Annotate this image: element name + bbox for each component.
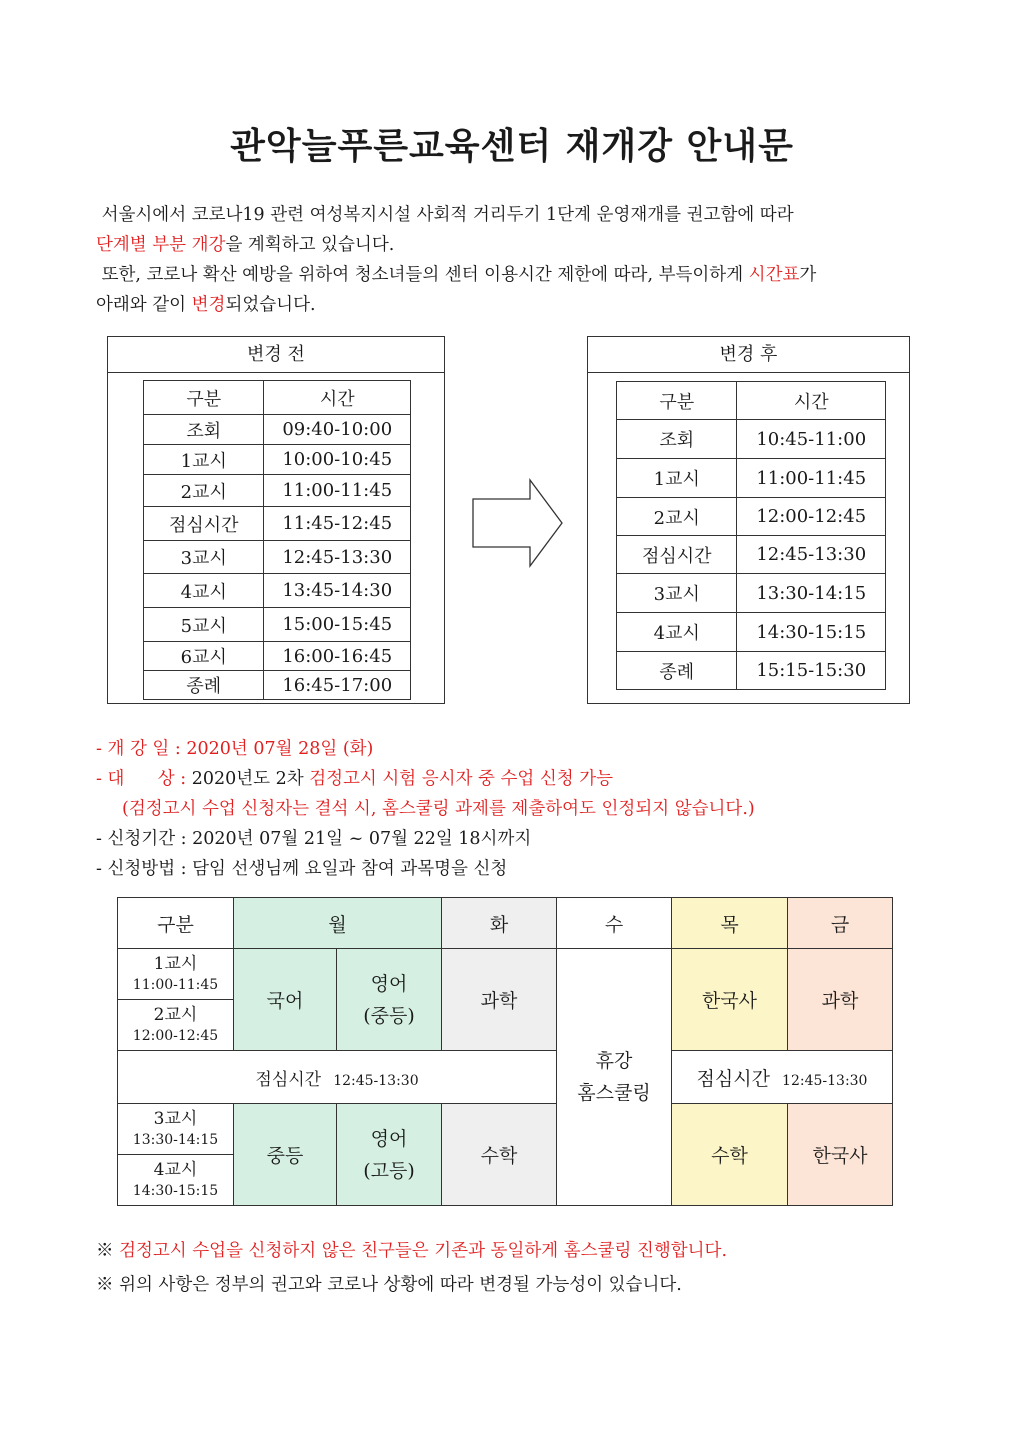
time-cell: 14:30-15:15 [737,613,886,652]
time-cell: 13:30-14:15 [737,574,886,613]
monday-am-korean: 국어 [234,949,337,1051]
target-value: 2020년도 2차 [191,769,310,789]
period-1-cell [118,949,234,1000]
time-cell: 10:45-11:00 [737,420,886,459]
before-timetable [143,380,411,700]
time-cell: 12:45-13:30 [737,536,886,574]
header-time: 시간 [264,381,411,415]
header-category: 구분 [118,898,234,949]
period-cell: 4교시 [617,613,737,652]
thursday-pm-math: 수학 [672,1104,788,1206]
intro-highlight-partial-open: 단계별 부분 개강 [96,235,226,255]
time-cell: 12:45-13:30 [264,541,411,574]
period-cell: 종례 [144,671,264,700]
time-cell: 15:15-15:30 [737,652,886,690]
course-info [96,734,755,884]
table-row [617,459,886,498]
tuesday-am-science: 과학 [442,949,557,1051]
time-cell: 16:45-17:00 [264,671,411,700]
intro-line-4b: 되었습니다. [225,295,316,315]
target-label: - 대 상 : [96,769,192,789]
before-panel [107,336,445,704]
table-row [144,445,411,475]
period-cell: 종례 [617,652,737,690]
period-cell: 3교시 [144,541,264,574]
header-category: 구분 [144,381,264,415]
intro-highlight-changed: 변경 [191,295,226,315]
lunch-time: 12:45-13:30 [333,1072,419,1089]
table-row [617,498,886,536]
intro-line-1: 서울시에서 코로나19 관련 여성복지시설 사회적 거리두기 1단계 운영재개를 권고함에 따라 [101,205,794,225]
monday-am-english [337,949,442,1051]
apply-method: - 신청방법 : 담임 선생님께 요일과 참여 과목명을 신청 [96,859,508,879]
subject-level: (고등) [363,1159,415,1182]
after-panel-title: 변경 후 [588,337,909,373]
period-cell: 1교시 [144,445,264,475]
before-panel-title: 변경 전 [108,337,444,373]
lunch-cell-mon-tue [118,1051,557,1104]
table-row [144,642,411,671]
table-header-row [144,381,411,415]
intro-line-4a: 아래와 같이 [96,295,192,315]
open-date-label: - 개 강 일 : [96,739,187,759]
time-cell: 13:45-14:30 [264,574,411,608]
period-4-label: 4교시 [153,1160,198,1180]
intro-highlight-timetable: 시간표 [748,265,800,285]
apply-period: - 신청기간 : 2020년 07월 21일 ~ 07월 22일 18시까지 [96,829,532,849]
table-row [118,1104,893,1155]
subject-level: (중등) [363,1004,415,1027]
intro-line-3a: 또한, 코로나 확산 예방을 위하여 청소녀들의 센터 이용시간 제한에 따라, 부득이하게 [101,265,749,285]
friday-am-science: 과학 [788,949,893,1051]
header-category: 구분 [617,382,737,420]
note-2: ※ 위의 사항은 정부의 권고와 코로나 상황에 따라 변경될 가능성이 있습니다. [96,1275,682,1295]
header-tuesday: 화 [442,898,557,949]
period-2-label: 2교시 [153,1005,198,1025]
open-date-value: 2020년 07월 28일 (화) [186,739,374,759]
weekly-schedule-table [117,897,893,1206]
period-3-cell [118,1104,234,1155]
table-row [144,574,411,608]
table-row [144,475,411,507]
table-row [118,949,893,1000]
header-thursday: 목 [672,898,788,949]
after-timetable [616,381,886,690]
header-monday: 월 [234,898,442,949]
table-header-row [617,382,886,420]
lunch-label: 점심시간 [696,1067,770,1090]
target-highlight: 검정고시 시험 응시자 중 수업 신청 가능 [309,769,614,789]
header-time: 시간 [737,382,886,420]
right-arrow-icon [470,478,566,568]
wednesday-break [557,949,672,1206]
header-friday: 금 [788,898,893,949]
note-1: 검정고시 수업을 신청하지 않은 친구들은 기존과 동일하게 홈스쿨링 진행합니다. [119,1241,728,1261]
time-cell: 15:00-15:45 [264,608,411,642]
period-cell: 4교시 [144,574,264,608]
period-cell: 6교시 [144,642,264,671]
period-3-time: 13:30-14:15 [132,1132,219,1148]
table-row [617,652,886,690]
table-row [617,574,886,613]
page-title: 관악늘푸른교육센터 재개강 안내문 [230,126,794,167]
time-cell: 12:00-12:45 [737,498,886,536]
note-1-mark: ※ [96,1241,120,1261]
period-cell: 2교시 [617,498,737,536]
period-3-label: 3교시 [153,1109,198,1129]
monday-pm-english [337,1104,442,1206]
subject-name: 영어 [370,1127,408,1150]
friday-pm-korean-history: 한국사 [788,1104,893,1206]
lunch-row [118,1051,893,1104]
table-row [617,536,886,574]
break-label: 휴강 [595,1050,633,1072]
time-cell: 16:00-16:45 [264,642,411,671]
intro-paragraph [96,200,936,320]
period-cell: 1교시 [617,459,737,498]
time-cell: 11:00-11:45 [264,475,411,507]
weekday-header-row [118,898,893,949]
table-row [617,613,886,652]
period-cell: 5교시 [144,608,264,642]
period-cell: 3교시 [617,574,737,613]
intro-line-2: 을 계획하고 있습니다. [225,235,395,255]
notes [96,1234,727,1302]
time-cell: 11:45-12:45 [264,507,411,541]
time-cell: 10:00-10:45 [264,445,411,475]
period-cell: 점심시간 [617,536,737,574]
thursday-am-korean-history: 한국사 [672,949,788,1051]
period-4-time: 14:30-15:15 [132,1183,219,1199]
period-cell: 2교시 [144,475,264,507]
header-wednesday: 수 [557,898,672,949]
table-row [617,420,886,459]
period-1-label: 1교시 [153,954,198,974]
tuesday-pm-math: 수학 [442,1104,557,1206]
lunch-time: 12:45-13:30 [782,1072,868,1089]
period-cell: 조회 [617,420,737,459]
table-row [144,507,411,541]
lunch-cell-thu-fri [672,1051,893,1104]
period-cell: 조회 [144,415,264,445]
period-4-cell [118,1155,234,1206]
after-panel [587,336,910,704]
time-cell: 09:40-10:00 [264,415,411,445]
period-cell: 점심시간 [144,507,264,541]
table-row [144,541,411,574]
period-2-time: 12:00-12:45 [132,1028,219,1044]
period-1-time: 11:00-11:45 [132,977,219,993]
homeschooling-label: 홈스쿨링 [577,1082,651,1104]
table-row [144,415,411,445]
lunch-label: 점심시간 [255,1069,322,1090]
period-2-cell [118,1000,234,1051]
table-row [144,671,411,700]
time-cell: 11:00-11:45 [737,459,886,498]
subject-name: 영어 [370,972,408,995]
intro-line-3b: 가 [799,265,817,285]
target-note: (검정고시 수업 신청자는 결석 시, 홈스쿨링 과제를 제출하여도 인정되지 않습니다.) [122,799,755,819]
monday-pm-middle: 중등 [234,1104,337,1206]
table-row [144,608,411,642]
